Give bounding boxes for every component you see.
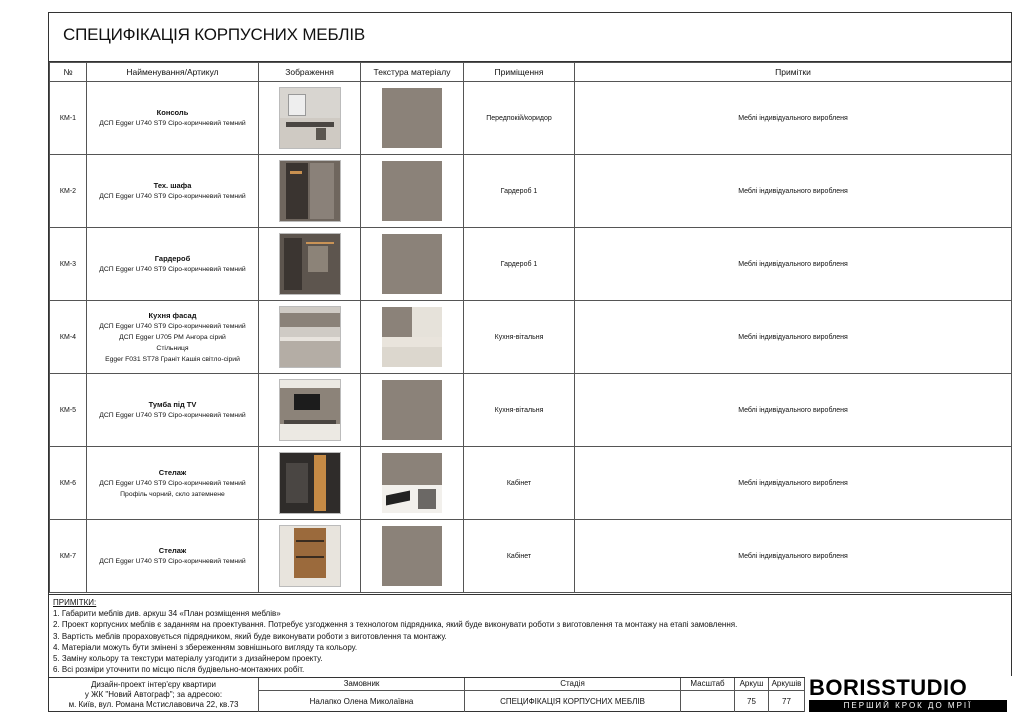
item-name: Стелаж — [158, 546, 187, 555]
table-row — [50, 155, 1012, 228]
furniture-photo — [279, 379, 341, 441]
row-code: КМ-3 — [50, 228, 87, 301]
texture-swatch — [382, 307, 442, 367]
row-room: Кухня-вітальня — [464, 301, 575, 374]
row-note: Меблі індивідуального виробленя — [575, 155, 1012, 228]
row-room: Передпокій/коридор — [464, 82, 575, 155]
row-name-cell — [87, 228, 259, 301]
notes-block — [49, 594, 1011, 677]
note-item: 1. Габарити меблів див. аркуш 34 «План розміщення меблів» — [53, 609, 281, 619]
header-room: Приміщення — [464, 63, 575, 82]
texture-cell — [361, 82, 464, 155]
stage-cell — [465, 678, 681, 712]
table-row — [50, 228, 1012, 301]
row-code: КМ-7 — [50, 520, 87, 593]
row-note: Меблі індивідуального виробленя — [575, 520, 1012, 593]
image-cell — [259, 82, 361, 155]
sheet-number: 75 — [747, 697, 756, 706]
furniture-photo — [279, 87, 341, 149]
client-cell — [259, 678, 465, 712]
texture-cell — [361, 301, 464, 374]
stage-label: Стадія — [465, 678, 680, 691]
row-code: КМ-1 — [50, 82, 87, 155]
item-name: Гардероб — [154, 254, 191, 263]
row-room: Гардероб 1 — [464, 228, 575, 301]
sheets-cell — [769, 678, 805, 712]
table-row — [50, 82, 1012, 155]
item-name: Консоль — [156, 108, 189, 117]
item-name: Тумба під TV — [148, 400, 197, 409]
material-line: Стільниця — [156, 344, 189, 352]
texture-swatch — [382, 88, 442, 148]
sheet-cell — [735, 678, 769, 712]
texture-cell — [361, 447, 464, 520]
row-name-cell — [87, 155, 259, 228]
row-code: КМ-2 — [50, 155, 87, 228]
project-line: Дизайн-проект інтер'єру квартири — [90, 680, 216, 689]
row-name-cell — [87, 447, 259, 520]
header-notes: Примітки — [575, 63, 1012, 82]
logo-tagline: ПЕРШИЙ КРОК ДО МРІЇ — [809, 700, 1007, 712]
image-cell — [259, 374, 361, 447]
material-line: ДСП Egger U740 ST9 Сіро-коричневий темний — [99, 558, 246, 565]
studio-logo — [805, 676, 1013, 713]
material-line: ДСП Egger U740 ST9 Сіро-коричневий темний — [99, 120, 246, 127]
texture-swatch — [382, 161, 442, 221]
header-num: № — [50, 63, 87, 82]
note-item: 4. Матеріали можуть бути змінені з збереженням зовнішнього вигляду та кольору. — [53, 642, 358, 652]
note-item: 3. Вартість меблів прораховується підрядником, який буде виконувати роботи з виготовлення та монтажу. — [53, 631, 447, 641]
header-name: Найменування/Артикул — [87, 63, 259, 82]
row-name-cell — [87, 82, 259, 155]
material-line: ДСП Egger U705 PM Ангора сірий — [119, 333, 226, 341]
row-room: Кухня-вітальня — [464, 374, 575, 447]
furniture-photo — [279, 306, 341, 368]
spec-table — [49, 62, 1012, 593]
row-name-cell — [87, 374, 259, 447]
item-name: Кухня фасад — [148, 310, 197, 320]
sheets-label: Аркушів — [769, 678, 804, 691]
row-name-cell — [87, 520, 259, 593]
header-texture: Текстура матеріалу — [361, 63, 464, 82]
client-name: Налапко Олена Миколаївна — [309, 697, 414, 706]
material-line: ДСП Egger U740 ST9 Сіро-коричневий темний — [99, 479, 246, 487]
material-line: Egger F031 ST78 Граніт Кашія світло-сірий — [105, 355, 240, 363]
logo-wordmark: BORISSTUDIO — [809, 675, 968, 700]
texture-cell — [361, 155, 464, 228]
item-name: Тех. шафа — [153, 181, 192, 190]
table-row — [50, 520, 1012, 593]
image-cell — [259, 520, 361, 593]
sheet-label: Аркуш — [735, 678, 768, 691]
material-line: Профіль чорний, скло затемнене — [120, 490, 225, 498]
scale-label: Масштаб — [681, 678, 734, 691]
notes-heading: ПРИМІТКИ: — [53, 598, 97, 607]
project-line: у ЖК "Новий Автограф"; за адресою: — [84, 690, 223, 699]
texture-cell — [361, 228, 464, 301]
row-room: Кабінет — [464, 447, 575, 520]
table-header-row — [50, 63, 1012, 82]
row-name-cell — [87, 301, 259, 374]
image-cell — [259, 301, 361, 374]
table-row — [50, 301, 1012, 374]
table-row — [50, 374, 1012, 447]
row-room: Кабінет — [464, 520, 575, 593]
page-title: СПЕЦИФІКАЦІЯ КОРПУСНИХ МЕБЛІВ — [63, 25, 366, 44]
image-cell — [259, 447, 361, 520]
row-note: Меблі індивідуального виробленя — [575, 374, 1012, 447]
texture-swatch — [382, 380, 442, 440]
row-note: Меблі індивідуального виробленя — [575, 301, 1012, 374]
row-room: Гардероб 1 — [464, 155, 575, 228]
furniture-photo — [279, 452, 341, 514]
row-note: Меблі індивідуального виробленя — [575, 447, 1012, 520]
sheets-total: 77 — [782, 697, 791, 706]
image-cell — [259, 155, 361, 228]
texture-cell — [361, 374, 464, 447]
texture-cell — [361, 520, 464, 593]
material-line: ДСП Egger U740 ST9 Сіро-коричневий темний — [99, 266, 246, 273]
image-cell — [259, 228, 361, 301]
project-cell — [49, 678, 259, 712]
row-note: Меблі індивідуального виробленя — [575, 82, 1012, 155]
texture-swatch — [382, 234, 442, 294]
material-line: ДСП Egger U740 ST9 Сіро-коричневий темний — [99, 322, 246, 330]
title-block — [49, 677, 1011, 714]
note-item: 6. Всі розміри уточнити по місцю після будівельно-монтажних робіт. — [53, 665, 305, 675]
furniture-photo — [279, 525, 341, 587]
project-line: м. Київ, вул. Романа Мстиславовича 22, кв.73 — [68, 700, 239, 709]
material-line: ДСП Egger U740 ST9 Сіро-коричневий темний — [99, 193, 246, 200]
stage-value: СПЕЦИФІКАЦІЯ КОРПУСНИХ МЕБЛІВ — [500, 697, 645, 706]
texture-swatch — [382, 453, 442, 513]
row-note: Меблі індивідуального виробленя — [575, 228, 1012, 301]
header-image: Зображення — [259, 63, 361, 82]
row-code: КМ-4 — [50, 301, 87, 374]
table-row — [50, 447, 1012, 520]
scale-cell — [681, 678, 735, 712]
row-code: КМ-5 — [50, 374, 87, 447]
item-name: Стелаж — [158, 467, 187, 477]
texture-swatch — [382, 526, 442, 586]
material-line: ДСП Egger U740 ST9 Сіро-коричневий темний — [99, 412, 246, 419]
spec-sheet — [48, 12, 1012, 712]
furniture-photo — [279, 233, 341, 295]
client-label: Замовник — [259, 678, 464, 691]
row-code: КМ-6 — [50, 447, 87, 520]
note-item: 5. Заміну кольору та текстури матеріалу узгодити з дизайнером проекту. — [53, 654, 323, 664]
furniture-photo — [279, 160, 341, 222]
note-item: 2. Проект корпусних меблів є заданням на проектування. Потребує узгодження з технологом підрядника, який буде виконувати роботи з виготовлення та монтажу на етапі замовлення. — [53, 620, 738, 630]
